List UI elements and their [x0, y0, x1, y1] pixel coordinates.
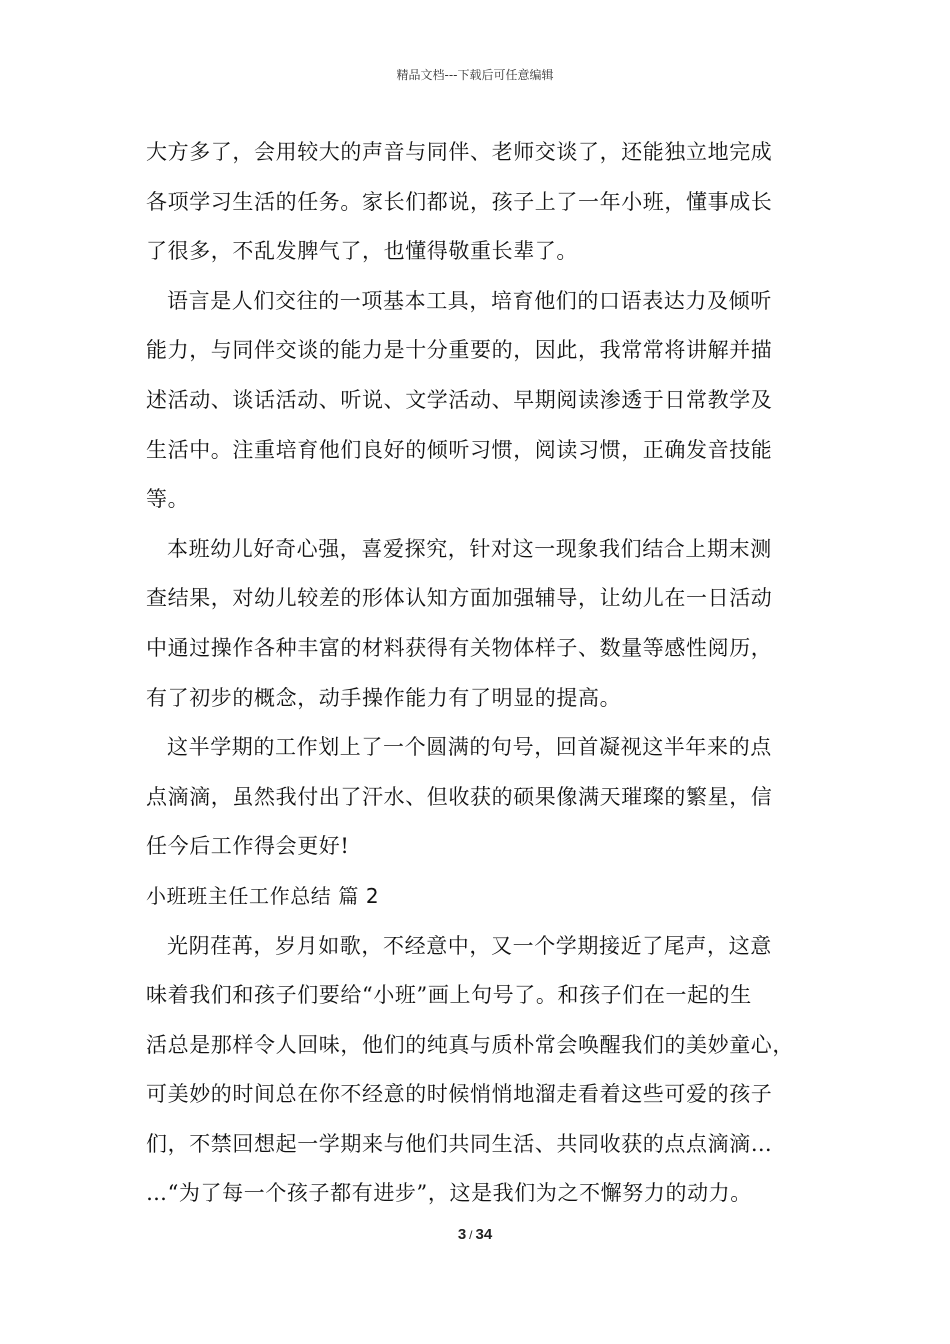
text-line: 这半学期的工作划上了一个圆满的句号，回首凝视这半年来的点 — [167, 735, 772, 760]
text-line: 等。 — [146, 487, 190, 512]
page-header: 精品文档---下载后可任意编辑 — [396, 68, 554, 82]
text-line: 有了初步的概念，动手操作能力有了明显的提高。 — [146, 685, 622, 710]
page-total: 34 — [475, 1226, 493, 1243]
text-line: 可美妙的时间总在你不经意的时候悄悄地溜走看着这些可爱的孩子 — [146, 1082, 773, 1107]
text-line: 大方多了，会用较大的声音与同伴、老师交谈了，还能独立地完成 — [146, 140, 773, 164]
text-line: 生活中。注重培育他们良好的倾听习惯，阅读习惯，正确发音技能 — [146, 437, 773, 462]
text-line: 中通过操作各种丰富的材料获得有关物体样子、数量等感性阅历， — [146, 635, 773, 660]
body-text — [146, 128, 826, 1219]
text-line: 活总是那样令人回味，他们的纯真与质朴常会唤醒我们的美妙童心， — [146, 1032, 794, 1057]
page-separator: / — [469, 1228, 473, 1242]
text-line: 任今后工作得会更好! — [146, 834, 350, 859]
text-line: 们，不禁回想起一学期来与他们共同生活、共同收获的点点滴滴… — [146, 1131, 773, 1156]
text-line: 各项学习生活的任务。家长们都说，孩子上了一年小班，懂事成长 — [146, 189, 773, 214]
page-number — [0, 1226, 950, 1243]
text-line: 语言是人们交往的一项基本工具，培育他们的口语表达力及倾听 — [167, 288, 772, 313]
text-line: …“为了每一个孩子都有进步”，这是我们为之不懈努力的动力。 — [146, 1181, 752, 1206]
text-line: 光阴荏苒，岁月如歌，不经意中，又一个学期接近了尾声，这意 — [167, 933, 772, 958]
text-line: 述活动、谈话活动、听说、文学活动、早期阅读渗透于日常教学及 — [146, 387, 773, 412]
text-line: 了很多，不乱发脾气了，也懂得敬重长辈了。 — [146, 239, 578, 264]
paragraph-2 — [146, 277, 826, 525]
paragraph-5 — [146, 922, 826, 1220]
section-heading: 小班班主任工作总结 篇 2 — [146, 883, 380, 908]
text-line: 本班幼儿好奇心强，喜爱探究，针对这一现象我们结合上期末测 — [167, 536, 772, 561]
paragraph-3 — [146, 525, 826, 723]
paragraph-1 — [146, 128, 826, 277]
text-line: 点滴滴，虽然我付出了汗水、但收获的硕果像满天璀璨的繁星，信 — [146, 784, 773, 809]
text-line: 能力，与同伴交谈的能力是十分重要的，因此，我常常将讲解并描 — [146, 338, 773, 363]
paragraph-4 — [146, 723, 826, 872]
page-current: 3 — [457, 1226, 467, 1243]
text-line: 味着我们和孩子们要给“小班”画上句号了。和孩子们在一起的生 — [146, 983, 752, 1008]
text-line: 查结果，对幼儿较差的形体认知方面加强辅导，让幼儿在一日活动 — [146, 586, 773, 611]
